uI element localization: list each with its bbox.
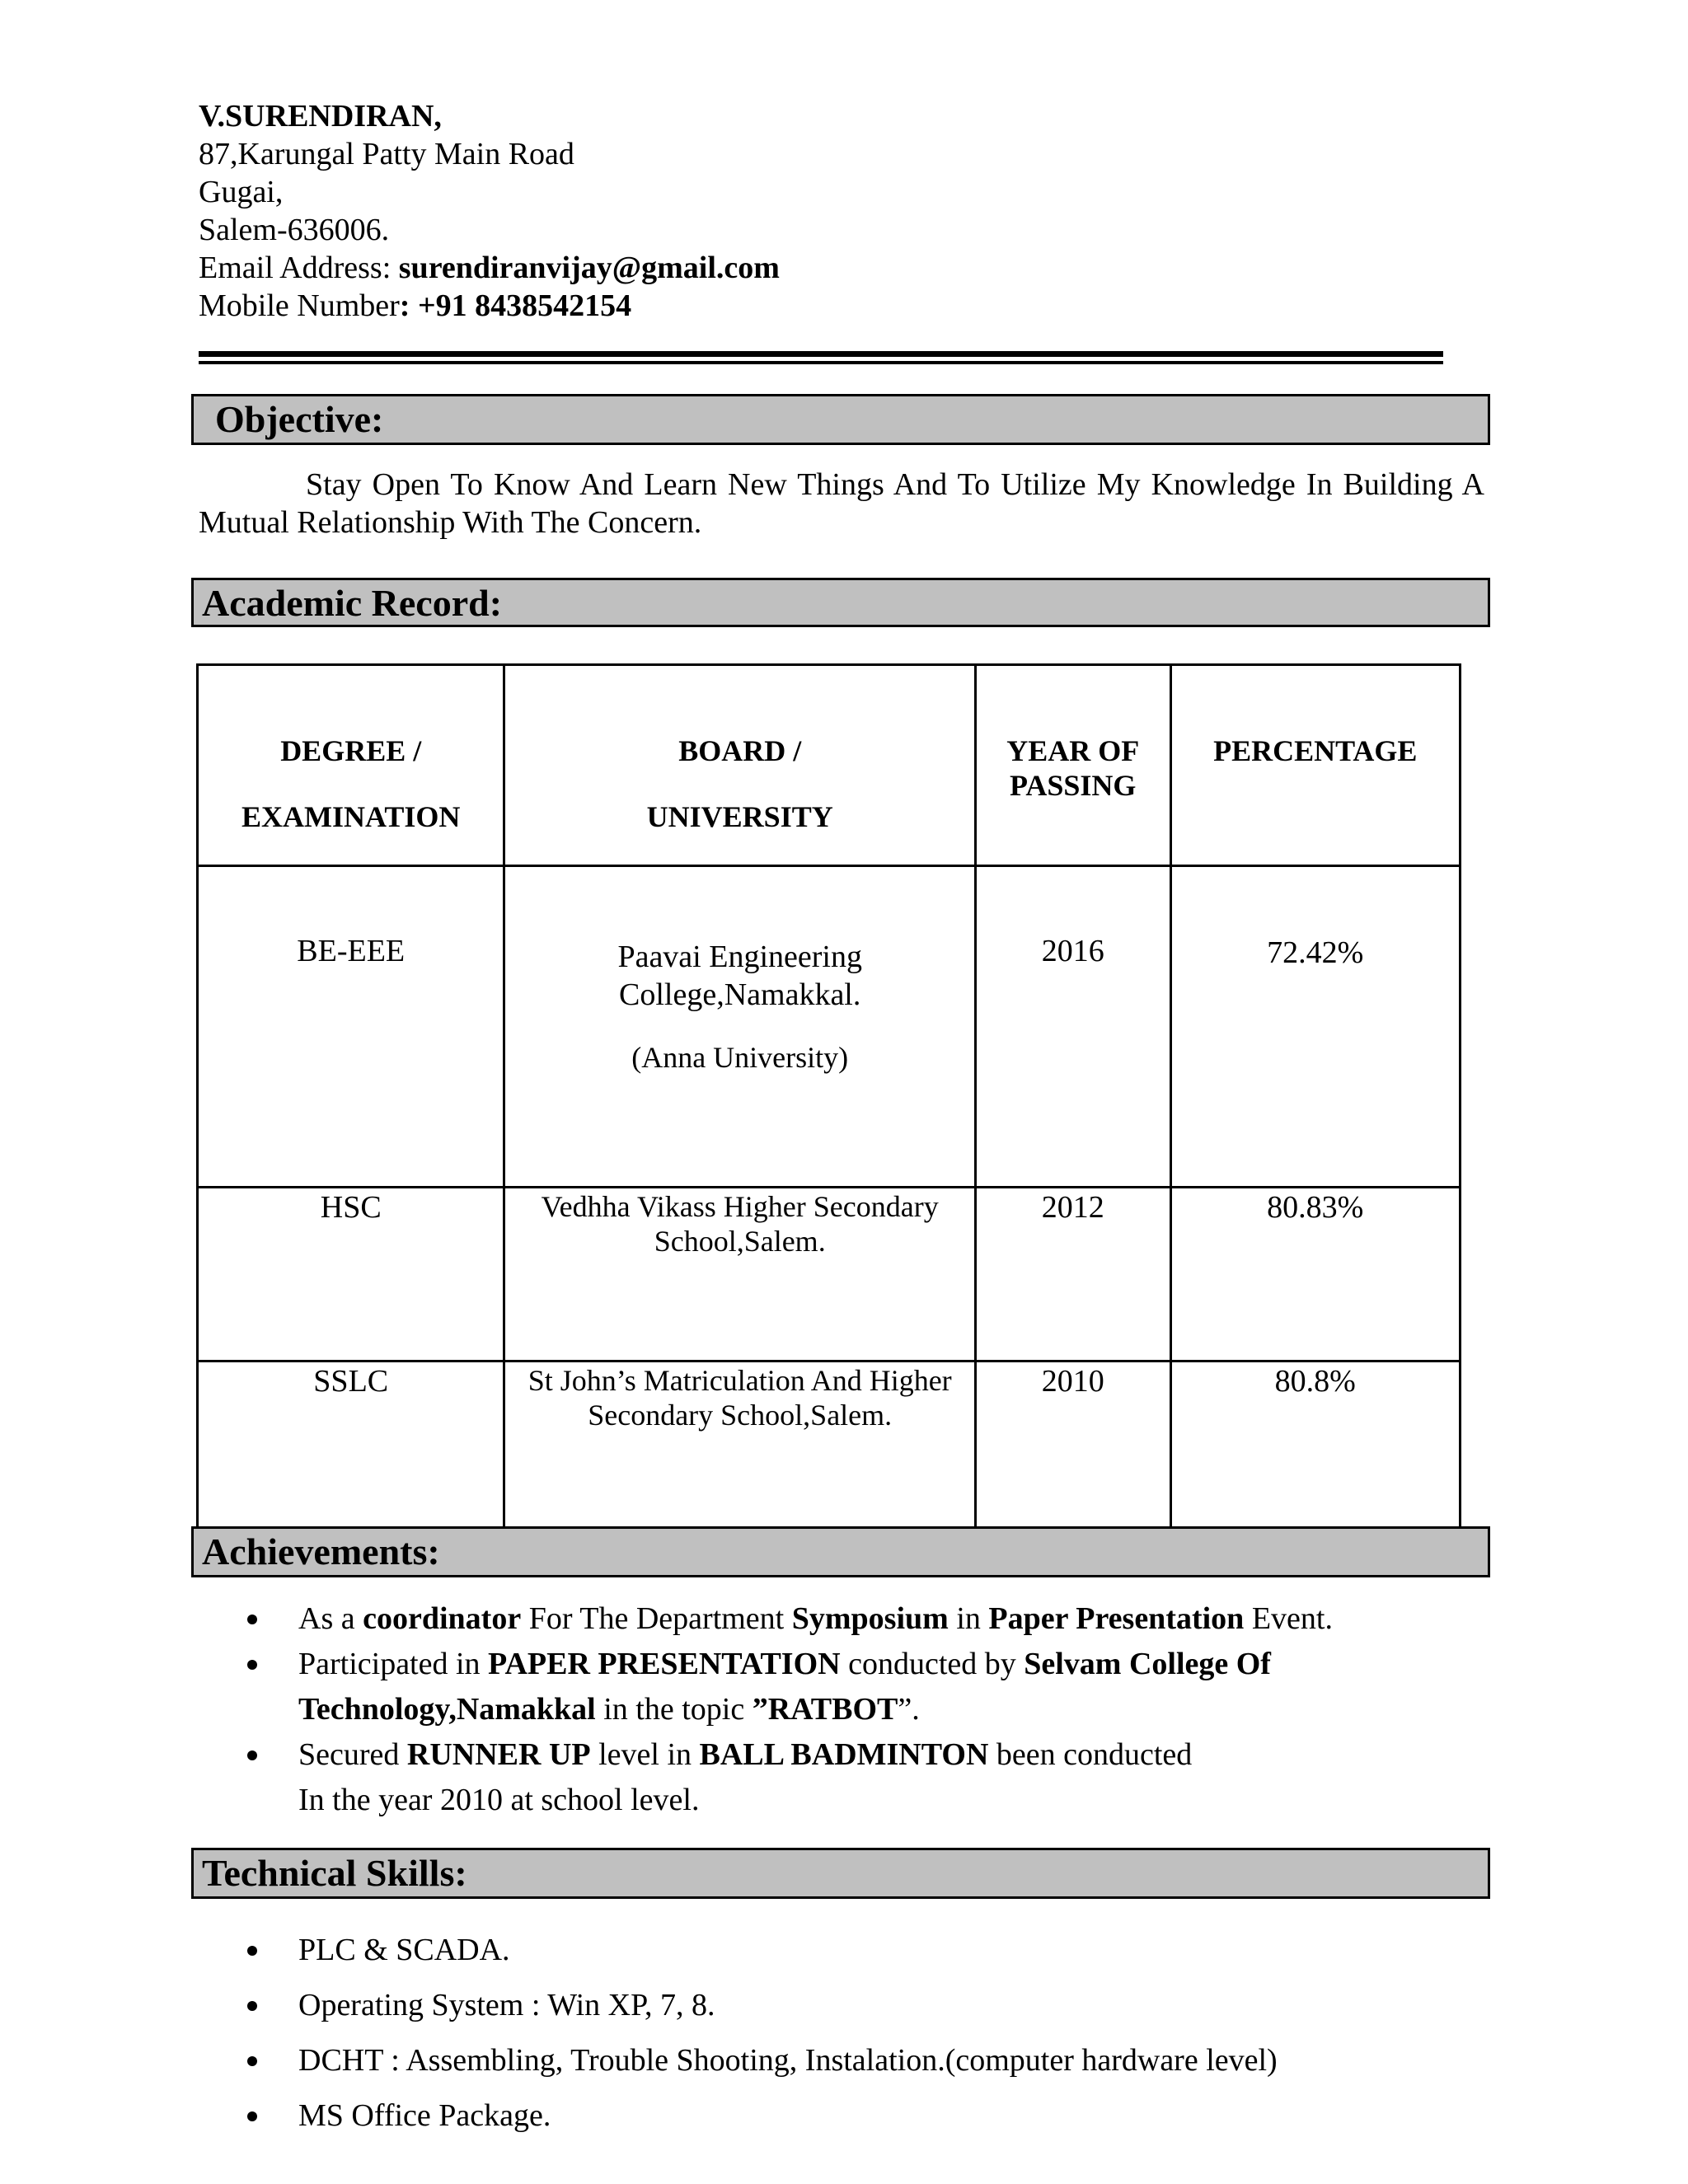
contact-block: [199, 97, 780, 325]
list-item: As a coordinator For The Department Symposium in Paper Presentation Event.: [247, 1596, 1401, 1642]
list-item: MS Office Package.: [247, 2097, 1484, 2135]
email-line: [199, 249, 780, 287]
table-row: [198, 1188, 1461, 1361]
header-percentage: PERCENTAGE: [1170, 665, 1460, 866]
list-item: DCHT : Assembling, Trouble Shooting, Instalation.(computer hardware level): [247, 2041, 1484, 2079]
achievements-heading: Achievements:: [191, 1526, 1490, 1577]
header-year: YEAR OF PASSING: [975, 665, 1170, 866]
header-divider-thin: [199, 361, 1443, 364]
header-board: BOARD / UNIVERSITY: [504, 665, 976, 866]
technical-skills-list: [247, 1931, 1484, 2152]
cell-percentage: 80.83%: [1170, 1188, 1460, 1361]
objective-text-block: [199, 466, 1484, 541]
address-line-2: Gugai,: [199, 175, 284, 209]
academic-table: [196, 663, 1461, 1536]
header-degree: DEGREE / EXAMINATION: [198, 665, 504, 866]
cell-percentage: 80.8%: [1170, 1361, 1460, 1535]
mobile-line: [199, 287, 780, 325]
cell-board: Paavai Engineering College,Namakkal. (Anna University): [504, 866, 976, 1188]
list-item: Operating System : Win XP, 7, 8.: [247, 1986, 1484, 2024]
technical-skills-heading: Technical Skills:: [191, 1848, 1490, 1899]
table-row: [198, 1361, 1461, 1535]
email-label: Email Address:: [199, 251, 399, 285]
mobile-value: : +91 8438542154: [399, 288, 632, 323]
cell-year: 2016: [975, 866, 1170, 1188]
cell-degree: SSLC: [198, 1361, 504, 1535]
achievements-list: [247, 1596, 1401, 1823]
header-divider-thick: [199, 351, 1443, 357]
address-line-3: Salem-636006.: [199, 213, 390, 247]
cell-degree: BE-EEE: [198, 866, 504, 1188]
list-item: PLC & SCADA.: [247, 1931, 1484, 1969]
table-header-row: [198, 665, 1461, 866]
table-row: [198, 866, 1461, 1188]
address-line-1: 87,Karungal Patty Main Road: [199, 137, 574, 171]
applicant-name: V.SURENDIRAN,: [199, 99, 442, 134]
list-item: Participated in PAPER PRESENTATION conducted by Selvam College Of Technology,Namakkal in the topic ”RATBOT”.: [247, 1642, 1401, 1732]
cell-board: St John’s Matriculation And Higher Secondary School,Salem.: [504, 1361, 976, 1535]
objective-heading: Objective:: [191, 394, 1490, 445]
cell-percentage: 72.42%: [1170, 866, 1460, 1188]
academic-heading: Academic Record:: [191, 578, 1490, 627]
cell-degree: HSC: [198, 1188, 504, 1361]
cell-year: 2012: [975, 1188, 1170, 1361]
cell-board: Vedhha Vikass Higher Secondary School,Salem.: [504, 1188, 976, 1361]
cell-year: 2010: [975, 1361, 1170, 1535]
list-item: Secured RUNNER UP level in BALL BADMINTON been conducted In the year 2010 at school level.: [247, 1732, 1401, 1823]
email-value: surendiranvijay@gmail.com: [398, 251, 780, 285]
objective-text: Stay Open To Know And Learn New Things And To Utilize My Knowledge In Building A Mutual Relationship With The Concern.: [199, 467, 1484, 540]
mobile-label: Mobile Number: [199, 288, 400, 323]
